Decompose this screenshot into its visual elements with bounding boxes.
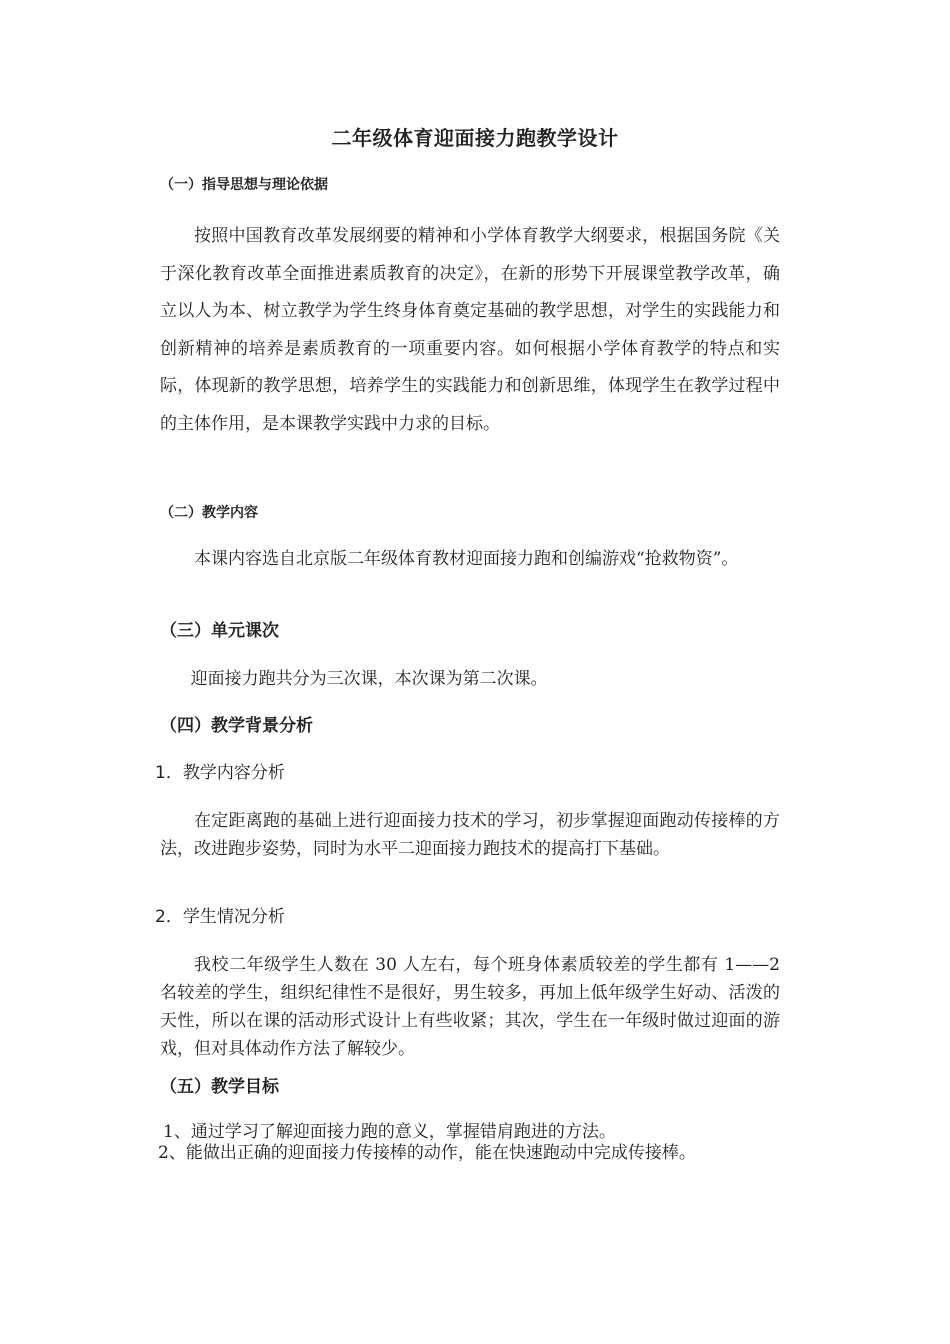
subheading-content-analysis: 1．教学内容分析 xyxy=(155,763,285,783)
paragraph-teaching-content: 本课内容选自北京版二年级体育教材迎面接力跑和创编游戏“抢救物资”。 xyxy=(194,549,739,569)
section-heading-teaching-content: （二）教学内容 xyxy=(160,505,258,521)
subheading-student-analysis: 2．学生情况分析 xyxy=(155,907,285,927)
section-heading-background-analysis: （四）教学背景分析 xyxy=(160,716,313,736)
teaching-goal-item: 2、能做出正确的迎面接力传接棒的动作，能在快速跑动中完成传接棒。 xyxy=(158,1143,696,1163)
section-heading-teaching-goals: （五）教学目标 xyxy=(160,1077,279,1097)
paragraph-guiding-ideology: 按照中国教育改革发展纲要的精神和小学体育教学大纲要求，根据国务院《关于深化教育改革全面推进素质教育的决定》，在新的形势下开展课堂教学改革，确立以人为本、树立教学为学生终身体育奠定基础的教学思想，对学生的实践能力和创新精神的培养是素质教育的一项重要内容。如何根据小学体育教学的特点和实际，体现新的教学思想，培养学生的实践能力和创新思维，体现学生在教学过程中的主体作用，是本课教学实践中力求的目标。 xyxy=(160,226,780,434)
section-heading-unit-lessons: （三）单元课次 xyxy=(160,621,279,641)
paragraph-content-analysis: 在定距离跑的基础上进行迎面接力技术的学习，初步掌握迎面跑动传接棒的方法，改进跑步姿势，同时为水平二迎面接力跑技术的提高打下基础。 xyxy=(160,811,780,859)
paragraph-student-analysis: 我校二年级学生人数在 30 人左右，每个班身体素质较差的学生都有 1——2 名较差的学生，组织纪律性不是很好，男生较多，再加上低年级学生好动、活泼的天性，所以在课的活动形式设计上有些收紧；其次，学生在一年级时做过迎面的游戏，但对具体动作方法了解较少。 xyxy=(160,955,780,1059)
section-heading-guiding-ideology: （一）指导思想与理论依据 xyxy=(160,177,328,193)
teaching-goal-item: 1、通过学习了解迎面接力跑的意义，掌握错肩跑进的方法。 xyxy=(163,1122,616,1142)
paragraph-unit-lessons: 迎面接力跑共分为三次课，本次课为第二次课。 xyxy=(190,669,548,689)
document-title: 二年级体育迎面接力跑教学设计 xyxy=(331,126,619,150)
